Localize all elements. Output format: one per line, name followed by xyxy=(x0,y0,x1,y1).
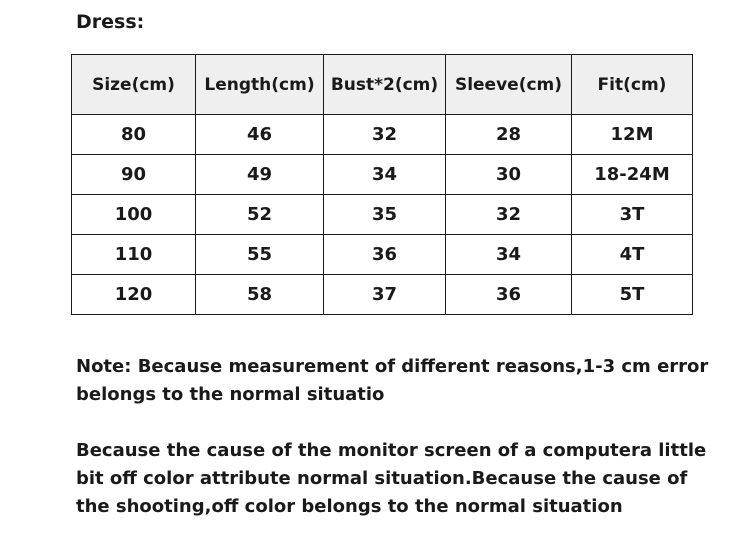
cell-fit: 3T xyxy=(572,195,693,235)
cell-bust: 35 xyxy=(324,195,446,235)
cell-sleeve: 34 xyxy=(446,235,572,275)
page-heading: Dress: xyxy=(76,11,145,33)
cell-length: 52 xyxy=(196,195,324,235)
column-header-length: Length(cm) xyxy=(196,55,324,115)
table-row xyxy=(72,195,693,235)
size-chart-table xyxy=(71,54,693,315)
cell-sleeve: 36 xyxy=(446,275,572,315)
cell-fit: 4T xyxy=(572,235,693,275)
cell-length: 46 xyxy=(196,115,324,155)
cell-size: 100 xyxy=(72,195,196,235)
cell-size: 120 xyxy=(72,275,196,315)
table-row xyxy=(72,155,693,195)
column-header-bust: Bust*2(cm) xyxy=(324,55,446,115)
cell-sleeve: 30 xyxy=(446,155,572,195)
cell-bust: 34 xyxy=(324,155,446,195)
table-header-row xyxy=(72,55,693,115)
cell-size: 90 xyxy=(72,155,196,195)
cell-bust: 37 xyxy=(324,275,446,315)
table-row xyxy=(72,115,693,155)
measurement-error-note: Note: Because measurement of different reasons,1-3 cm error belongs to the normal situatio xyxy=(76,356,709,405)
table-row xyxy=(72,235,693,275)
table-row xyxy=(72,275,693,315)
cell-length: 58 xyxy=(196,275,324,315)
cell-bust: 32 xyxy=(324,115,446,155)
cell-length: 55 xyxy=(196,235,324,275)
color-difference-note: Because the cause of the monitor screen of a computera little bit off color attribute normal situation.Because the cause of the shooting,off color belongs to the normal situation xyxy=(76,440,707,517)
cell-sleeve: 28 xyxy=(446,115,572,155)
cell-length: 49 xyxy=(196,155,324,195)
column-header-size: Size(cm) xyxy=(72,55,196,115)
cell-fit: 12M xyxy=(572,115,693,155)
cell-fit: 5T xyxy=(572,275,693,315)
cell-fit: 18-24M xyxy=(572,155,693,195)
column-header-fit: Fit(cm) xyxy=(572,55,693,115)
cell-bust: 36 xyxy=(324,235,446,275)
cell-size: 80 xyxy=(72,115,196,155)
cell-sleeve: 32 xyxy=(446,195,572,235)
cell-size: 110 xyxy=(72,235,196,275)
column-header-sleeve: Sleeve(cm) xyxy=(446,55,572,115)
